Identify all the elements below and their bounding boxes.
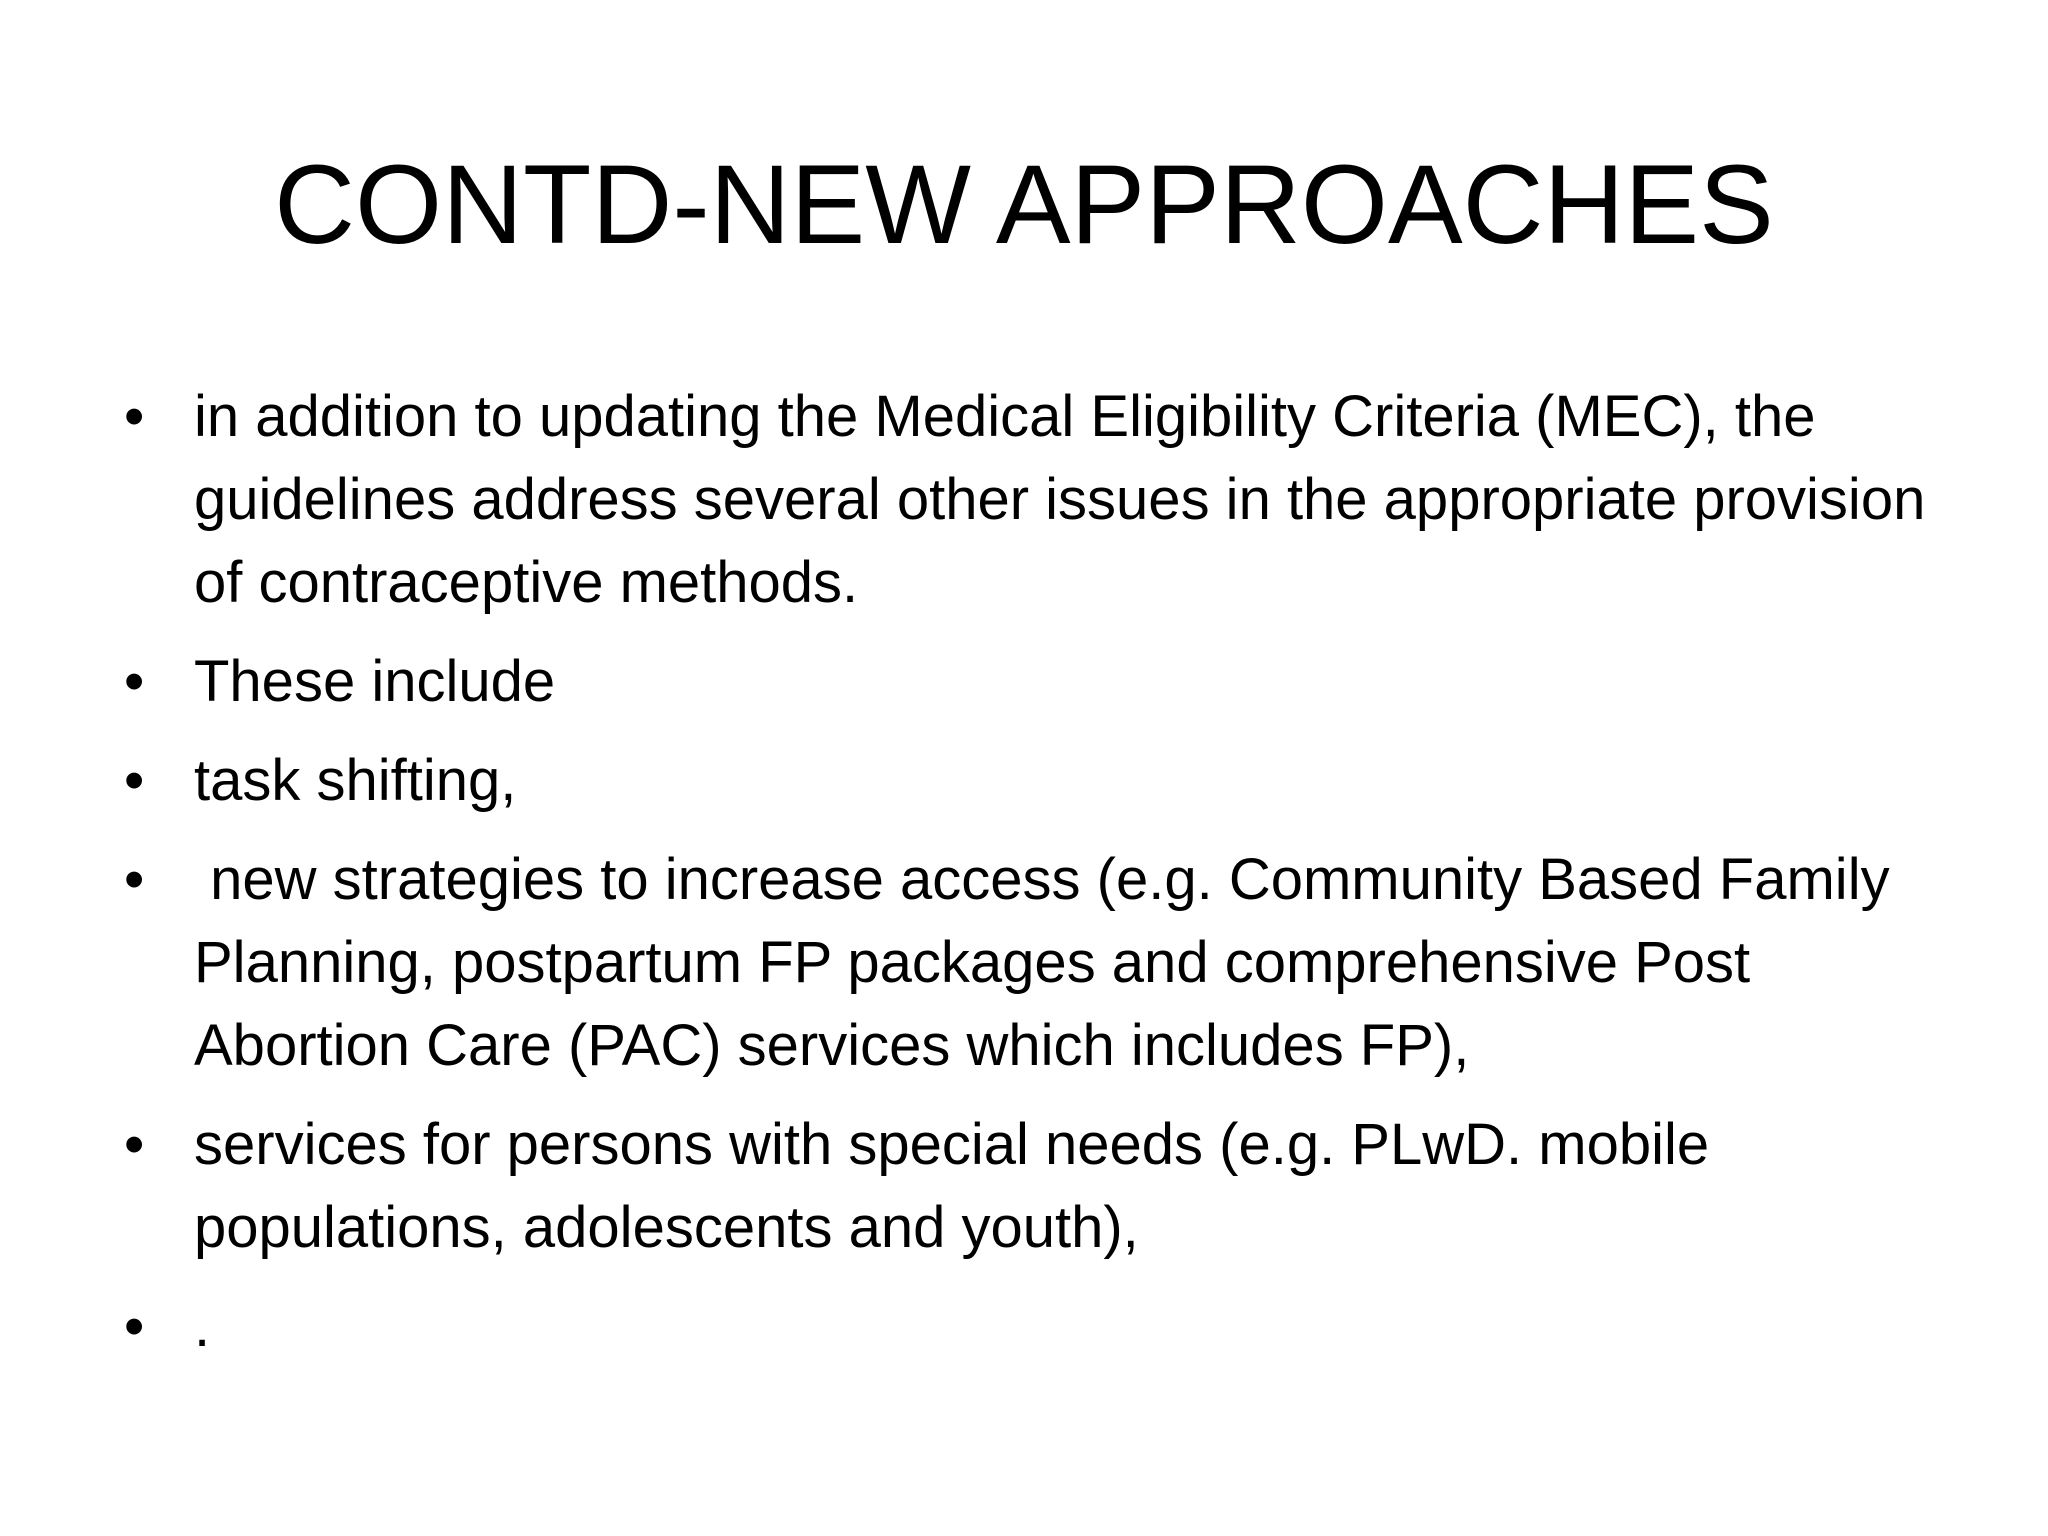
bullet-list — [120, 375, 1960, 1384]
bullet-text: services for persons with special needs (e.g. PLwD. mobile populations, adolescents and youth), — [194, 1112, 1726, 1260]
bullet-icon: • — [124, 1294, 145, 1359]
list-item — [120, 739, 1960, 822]
bullet-icon: • — [124, 748, 145, 813]
bullet-icon: • — [124, 847, 145, 912]
list-item — [120, 1103, 1960, 1269]
list-item — [120, 640, 1960, 723]
list-item — [120, 375, 1960, 624]
bullet-text: task shifting, — [194, 748, 517, 813]
bullet-text: new strategies to increase access (e.g. Community Based Family Planning, postpartum FP packages and comprehensive Post Abortion Care (PAC) services which includes FP), — [194, 847, 1906, 1078]
bullet-text: . — [194, 1294, 211, 1359]
list-item — [120, 1285, 1960, 1368]
bullet-icon: • — [124, 649, 145, 714]
bullet-icon: • — [124, 1112, 145, 1177]
slide-title: CONTD-NEW APPROACHES — [274, 142, 1774, 267]
list-item — [120, 838, 1960, 1087]
bullet-icon: • — [124, 384, 145, 449]
bullet-text: These include — [194, 649, 556, 714]
bullet-text: in addition to updating the Medical Eligibility Criteria (MEC), the guidelines address several other issues in the appropriate provision of contraceptive methods. — [194, 384, 1942, 615]
